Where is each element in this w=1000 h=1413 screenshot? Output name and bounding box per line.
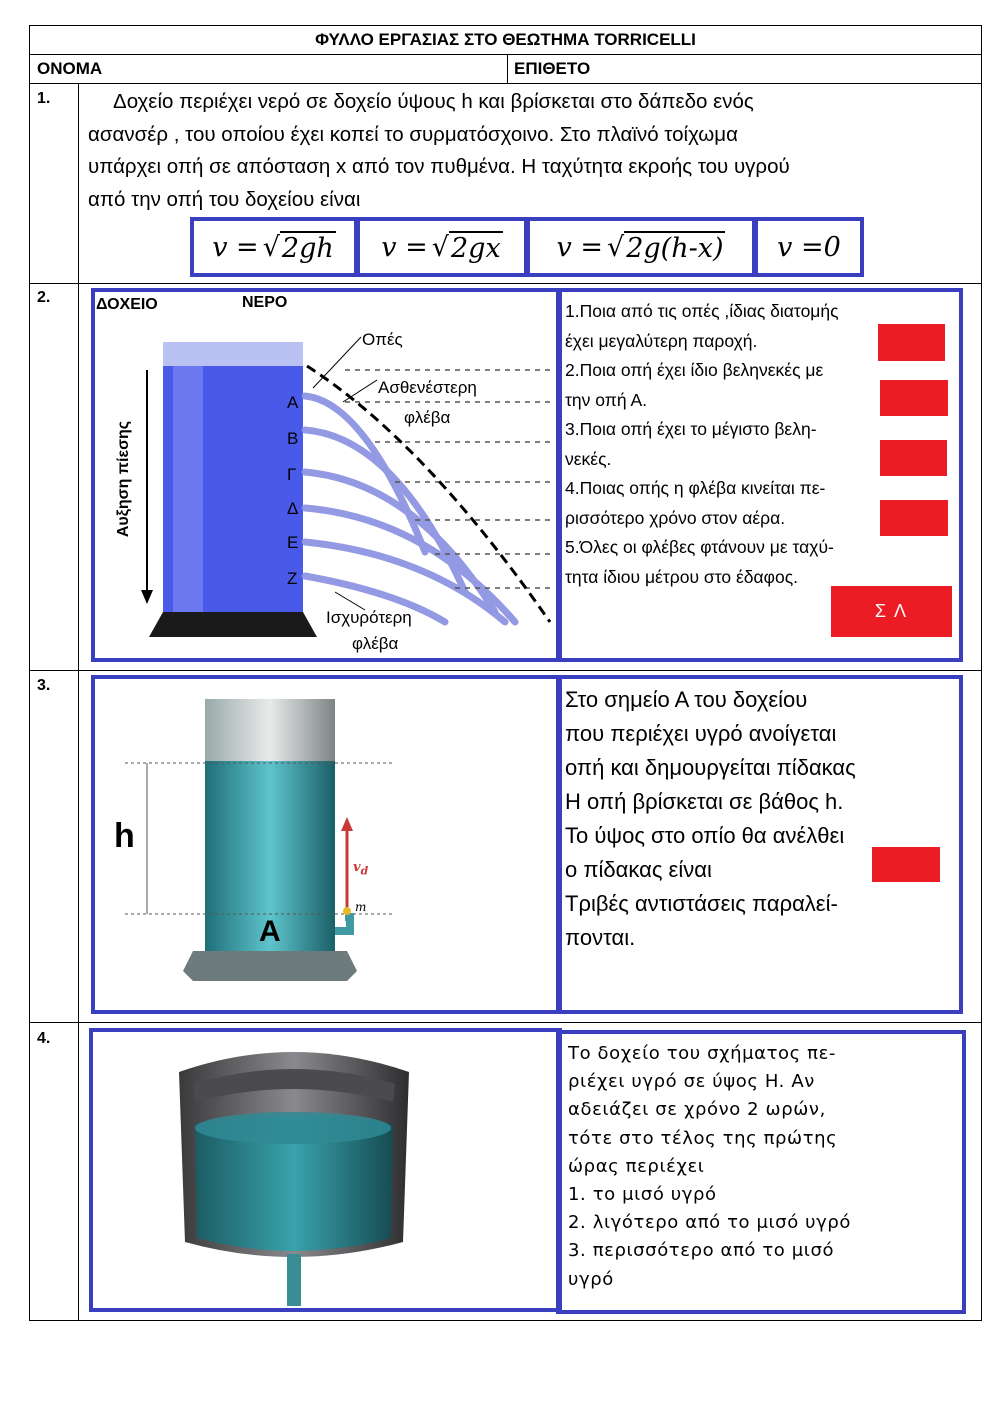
q1-option-4-lhs: v =0 [777, 231, 841, 263]
cylinder-jet-image [95, 679, 555, 1009]
diagram-label-weak-2: φλέβα [404, 408, 451, 427]
q2-line-8: ρισσότερο χρόνο στον αέρα. [565, 507, 786, 528]
hole-label-a: Α [287, 393, 299, 412]
q1-option-3-root: 2g(h-x) [626, 232, 724, 264]
name-label: ΟΝΟΜΑ [37, 59, 103, 78]
question-number-2: 2. [37, 289, 51, 306]
worksheet-title: ΦΥΛΛΟ ΕΡΓΑΣΙΑΣ ΣΤΟ ΘΕΩΤΗΜΑ TORRICELLI [315, 30, 696, 49]
row-divider-header [29, 83, 982, 84]
diagram-label-strong-1: Ισχυρότερη [326, 608, 412, 627]
column-divider-number [78, 83, 79, 1321]
mass-point [343, 907, 351, 915]
diagram-label-container: ΔΟΧΕΙΟ [96, 296, 158, 313]
pressure-arrow-head-icon [141, 590, 153, 604]
container-top-rim [163, 342, 303, 366]
diagram-label-holes: Οπές [362, 330, 403, 349]
question-number-1: 1. [37, 90, 51, 107]
row-divider-q3 [29, 1022, 982, 1023]
cylinder-base [183, 951, 357, 981]
q3-answer-box[interactable] [872, 847, 940, 882]
hole-label-b: Β [287, 429, 299, 448]
table-right-border [981, 25, 982, 1321]
q1-option-1[interactable] [190, 217, 358, 277]
weak-jet-pointer [343, 380, 377, 402]
emptying-container-image [93, 1032, 553, 1308]
q2-line-10: τητα ίδιου μέτρου στο έδαφος. [565, 566, 798, 587]
diagram-label-strong-2: φλέβα [352, 634, 399, 653]
q2-line-4: την οπή Α. [565, 389, 647, 410]
column-divider-header [507, 54, 508, 83]
q1-option-2[interactable] [356, 217, 528, 277]
q4-option-3[interactable]: 3. περισσότερο από το μισό [568, 1240, 835, 1262]
q2-line-5: 3.Ποια οπή έχει το μέγιστο βελη- [565, 419, 817, 439]
q4-line-3: αδειάζει σε χρόνο 2 ωρών, [568, 1099, 826, 1121]
hole-label-d: Δ [287, 499, 299, 518]
q3-line-8: πονται. [565, 925, 636, 950]
q2-line-9: 5.Όλες οι φλέβες φτάνουν με ταχύ- [565, 537, 834, 557]
q1-line-1: Δοχείο περιέχει νερό σε δοχείο ύψους h και βρίσκεται στο δάπεδο ενός [113, 90, 754, 113]
q2-answer-box-3[interactable] [880, 440, 947, 476]
hole-label-f: Ζ [287, 569, 298, 588]
drain-pipe [287, 1254, 301, 1306]
q3-line-7: Τριβές αντιστάσεις παραλεί- [565, 891, 838, 916]
row-divider-title [29, 54, 982, 55]
table-left-border [29, 25, 30, 1321]
q4-line-5: ώρας περιέχει [568, 1155, 705, 1177]
table-top-border [29, 25, 982, 26]
cylinder-top [205, 699, 335, 761]
sqrt-icon: √ [262, 231, 280, 263]
q2-line-7: 4.Ποιας οπής η φλέβα κινείται πε- [565, 478, 826, 498]
q3-line-2: που περιέχει υγρό ανοίγεται [565, 721, 837, 746]
question-number-4: 4. [37, 1030, 51, 1047]
hole-label-c: Γ [287, 465, 297, 484]
torricelli-holes-diagram [95, 292, 555, 658]
jet-arrow-head-icon [341, 817, 353, 831]
q3-image-label-mass: m [355, 900, 367, 914]
q2-answer-box-5[interactable]: Σ Λ [831, 586, 952, 637]
q1-option-1-lhs: v = [212, 231, 259, 263]
water-surface [195, 1112, 391, 1144]
q4-text [568, 1040, 961, 1294]
diagram-label-pressure: Αυξηση πίεσης [115, 420, 132, 538]
q3-text [565, 683, 960, 955]
q2-answer-box-4[interactable] [880, 500, 948, 536]
q3-line-6: ο πίδακας είναι [565, 857, 712, 882]
q1-option-4[interactable] [754, 217, 864, 277]
q4-option-3-cont[interactable]: υγρό [568, 1268, 614, 1290]
q4-option-1[interactable]: 1. το μισό υγρό [568, 1184, 717, 1206]
surname-label: ΕΠΙΘΕΤΟ [514, 59, 591, 78]
nozzle-pipe [335, 917, 350, 931]
q2-line-2: έχει μεγαλύτερη παροχή. [565, 330, 758, 351]
q3-velocity-symbol: v [353, 860, 361, 875]
q4-option-2[interactable]: 2. λιγότερο από το μισό υγρό [568, 1212, 852, 1234]
q3-line-1: Στο σημείο Α του δοχείου [565, 687, 808, 712]
q4-line-2: ριέχει υγρό σε ύψος H. Αν [568, 1071, 815, 1093]
row-divider-q2 [29, 670, 982, 671]
q1-line-2: ασανσέρ , του οποίου έχει κοπεί το συρματόσχοινο. Στο πλαϊνό τοίχωμα [88, 122, 738, 146]
q1-line-3: υπάρχει οπή σε απόσταση x από τον πυθμένα. Η ταχύτητα εκροής του υγρού [88, 155, 790, 178]
q2-line-1: 1.Ποια από τις οπές ,ίδιας διατομής [565, 301, 839, 321]
q4-line-4: τότε στο τέλος της πρώτης [568, 1127, 838, 1149]
q1-line-4: από την οπή του δοχείου είναι [88, 187, 361, 211]
q1-option-2-lhs: v = [381, 231, 428, 263]
q3-image-label-velocity [353, 860, 368, 878]
water-highlight [173, 366, 203, 612]
q1-option-3-lhs: v = [556, 231, 603, 263]
q1-option-2-root: 2gx [450, 232, 501, 264]
table-bottom-border [29, 1320, 982, 1321]
q3-line-4: Η οπή βρίσκεται σε βάθος h. [565, 789, 844, 814]
q3-line-5: Το ύψος στο οπίο θα ανέλθει [565, 823, 845, 848]
row-divider-q1 [29, 283, 982, 284]
diagram-label-weak-1: Ασθενέστερη [378, 378, 477, 397]
q1-option-3[interactable] [526, 217, 756, 277]
holes-pointer [313, 337, 361, 388]
q3-line-3: οπή και δημουργείται πίδακας [565, 755, 856, 780]
q2-line-6: νεκές. [565, 448, 612, 469]
q2-answer-box-1[interactable] [878, 324, 945, 361]
q2-answer-box-2[interactable] [880, 380, 948, 416]
sqrt-icon: √ [606, 231, 625, 263]
q1-option-1-root: 2gh [281, 232, 334, 264]
hole-label-e: Ε [287, 533, 299, 552]
q3-image-label-h: h [114, 817, 135, 855]
q4-line-1: Το δοχείο του σχήματος πε- [568, 1043, 837, 1064]
q3-image-label-point: A [259, 915, 281, 948]
q2-line-3: 2.Ποια οπή έχει ίδιο βεληνεκές με [565, 360, 824, 380]
q3-velocity-subscript: d [360, 864, 369, 878]
sqrt-icon: √ [431, 231, 449, 263]
container-base [149, 612, 317, 637]
question-number-3: 3. [37, 677, 51, 694]
q1-text [88, 86, 978, 216]
diagram-label-water: ΝΕΡΟ [242, 294, 288, 311]
